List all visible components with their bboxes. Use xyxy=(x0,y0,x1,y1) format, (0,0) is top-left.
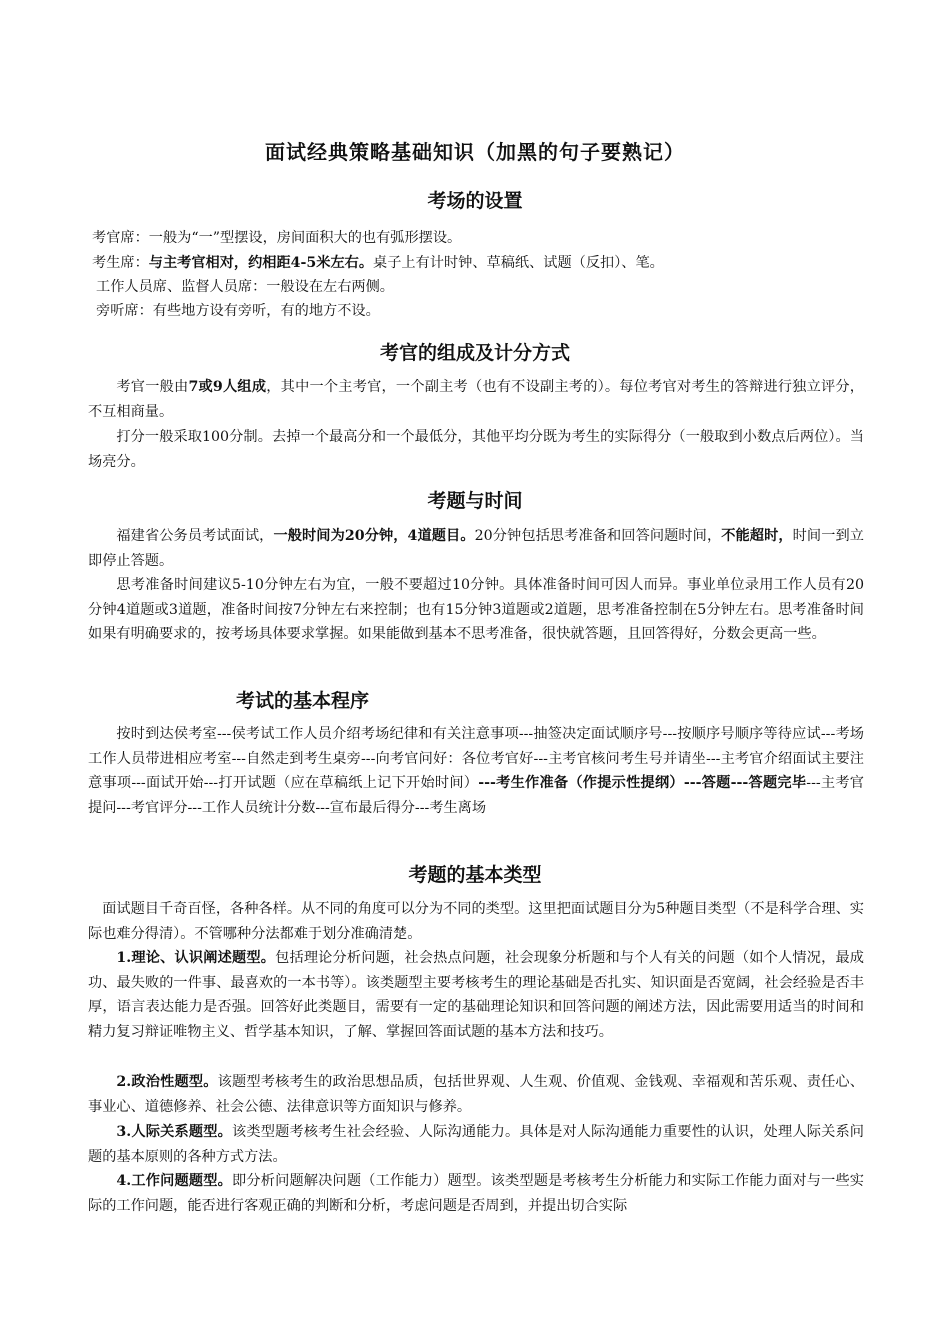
candidate-seat-rest: 桌子上有计时钟、草稿纸、试题（反扣）、笔。 xyxy=(373,255,664,271)
candidate-seat-label: 考生席： xyxy=(92,255,149,271)
heading-question-types: 考题的基本类型 xyxy=(408,864,542,886)
type-2-text: 该题型考核考生的政治思想品质，包括世界观、人生观、价值观、金钱观、幸福观和苦乐观、责任心、事业心、道德修养、社会公德、法律意识等方面知识与修养。 xyxy=(88,1074,864,1115)
type-1-text: 包括理论分析问题，社会热点问题，社会现象分析题和与个人有关的问题（如个人情况，最成功、最失败的一件事、最喜欢的一本书等）。该类题型主要考核考生的理论基础是否扎实、知识面是否宽阔，社会经验是否丰厚，语言表达能力是否强。回答好此类题目，需要有一定的基础理论知识和回答问题的阐述方法，因此需要用适当的时间和精力复习辩证唯物主义、哲学基本知识，了解、掌握回答面试题的基本方法和技巧。 xyxy=(88,950,864,1040)
examiner-seat-line: 考官席：一般为“一”型摆设，房间面积大的也有弧形摆设。 xyxy=(92,230,462,246)
type-4-paragraph xyxy=(88,1169,864,1218)
no-overtime-bold: 不能超时， xyxy=(721,528,793,544)
examiner-count-rest: ，其中一个主考官，一个副主考（也有不设副主考的）。每位考官对考生的答辩进行独立评分，不互相商量。 xyxy=(88,379,864,420)
type-4-text: 即分析问题解决问题（工作能力）题型。该类型题是考核考生分析能力和实际工作能力面对与一些实际的工作问题，能否进行客观正确的判断和分析，考虑问题是否周到，并提出切合实际 xyxy=(88,1173,864,1214)
type-4-title: 4.工作问题题型。 xyxy=(116,1173,232,1189)
time-end: 时间一到立即停止答题。 xyxy=(88,528,864,569)
procedure-bold: ---考生作准备（作提示性提纲）---答题---答题完毕 xyxy=(478,775,807,792)
type-2-title: 2.政治性题型。 xyxy=(116,1074,218,1090)
type-3-paragraph xyxy=(88,1120,864,1169)
time-lead: 福建省公务员考试面试， xyxy=(116,528,274,544)
question-types-intro: 面试题目千奇百怪，各种各样。从不同的角度可以分为不同的类型。这里把面试题目分为5种题目类型（不是科学合理、实际也难分得清）。不管哪种分法都难于划分准确清楚。 xyxy=(88,901,864,942)
type-1-title: 1.理论、认识阐述题型。 xyxy=(116,950,276,966)
type-3-text: 该类型题考核考生社会经验、人际沟通能力。具体是对人际沟通能力重要性的认识，处理人际关系问题的基本原则的各种方式方法。 xyxy=(88,1124,864,1165)
type-2-paragraph xyxy=(88,1070,864,1119)
candidate-seat-line xyxy=(92,251,664,276)
examiner-composition-paragraph xyxy=(88,375,864,424)
examiner-count-bold: 7或9人组成 xyxy=(188,379,267,395)
procedure-part-1: 按时到达侯考室---侯考试工作人员介绍考场纪律和有关注意事项---抽签决定面试顺序号---按顺序号顺序等待应试---考场工作人员带进相应考室---自然走到考生桌旁---向考官问好：各位考官好---主考官核问考生号并请坐---主考官介绍面试主要注意事项---面试开始---打开试题（应在草稿纸上记下开始时间） xyxy=(88,726,864,792)
exam-procedure-paragraph xyxy=(88,722,864,820)
interview-time-paragraph xyxy=(88,524,864,573)
candidate-seat-bold: 与主考官相对，约相距4-5米左右。 xyxy=(148,255,374,271)
type-3-title: 3.人际关系题型。 xyxy=(116,1124,232,1140)
preparation-time-paragraph: 思考准备时间建议5-10分钟左右为宜，一般不要超过10分钟。具体准备时间可因人而异。事业单位录用工作人员有20分钟4道题或3道题，准备时间按7分钟左右来控制；也有15分钟3道题或2道题，思考准备控制在5分钟左右。思考准备时间如果有明确要求的，按考场具体要求掌握。如果能做到基本不思考准备，很快就答题，且回答得好，分数会更高一些。 xyxy=(88,577,864,643)
heading-questions-and-time: 考题与时间 xyxy=(427,490,523,512)
audience-seat-line: 旁听席：有些地方设有旁听，有的地方不设。 xyxy=(96,303,380,319)
heading-exam-procedure: 考试的基本程序 xyxy=(236,690,370,712)
scoring-paragraph: 打分一般采取100分制。去掉一个最高分和一个最低分，其他平均分既为考生的实际得分（一般取到小数点后两位）。当场亮分。 xyxy=(88,429,864,470)
heading-examiner-composition: 考官的组成及计分方式 xyxy=(379,342,570,364)
type-1-paragraph xyxy=(88,946,864,1044)
time-bold: 一般时间为20分钟，4道题目。 xyxy=(273,528,475,544)
document-title: 面试经典策略基础知识（加黑的句子要熟记） xyxy=(265,140,685,164)
examiner-count-lead: 考官一般由 xyxy=(116,379,189,395)
staff-seat-line: 工作人员席、监督人员席：一般设在左右两侧。 xyxy=(96,279,394,295)
procedure-part-2: ---主考官提问---考官评分---工作人员统计分数---宣布最后得分---考生离场 xyxy=(88,775,864,816)
heading-exam-room-setup: 考场的设置 xyxy=(427,190,523,212)
time-mid: 20分钟包括思考准备和回答问题时间， xyxy=(474,528,722,544)
